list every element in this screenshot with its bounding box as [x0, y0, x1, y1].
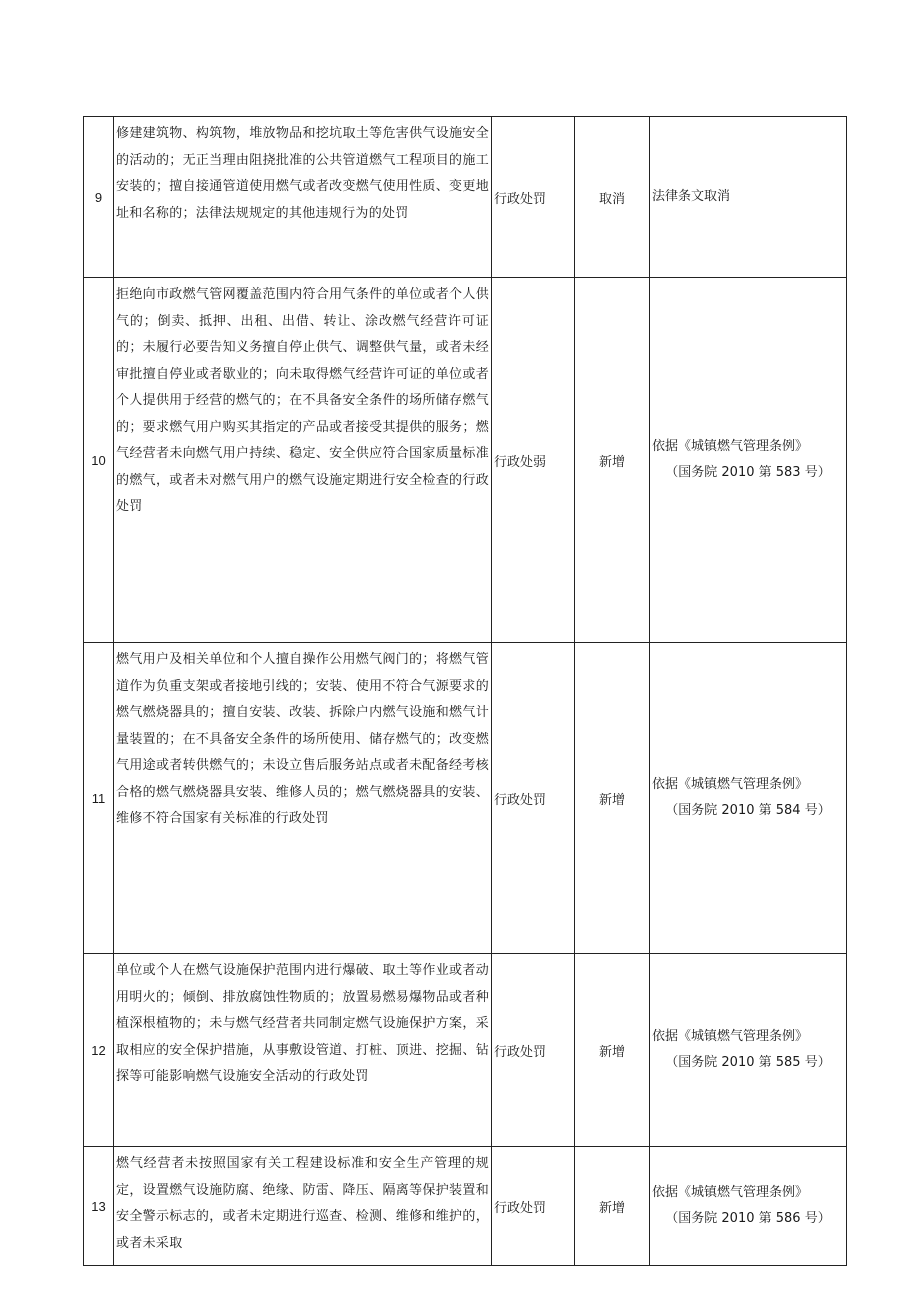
basis-line1: 依据《城镇燃气管理条例》 — [652, 777, 809, 792]
row-description — [114, 954, 492, 1147]
row-description — [114, 278, 492, 643]
basis-line1: 依据《城镇燃气管理条例》 — [652, 439, 809, 454]
basis-line2: （国务院 2010 第 584 号） — [665, 803, 831, 818]
row-description — [114, 643, 492, 954]
basis-line2: （国务院 2010 第 586 号） — [665, 1211, 831, 1226]
table-row — [84, 954, 847, 1147]
description-text: 单位或个人在燃气设施保护范围内进行爆破、取土等作业或者动用明火的；倾倒、排放腐蚀性物质的；放置易燃易爆物品或者种植深根植物的；未与燃气经营者共同制定燃气设施保护方案，采取相应的安全保护措施，从事敷设管道、打桩、顶进、挖掘、钻探等可能影响燃气设施安全活动的行政处罚 — [116, 963, 489, 1084]
row-type: 行政处罚 — [492, 954, 575, 1147]
description-text: 燃气经营者未按照国家有关工程建设标准和安全生产管理的规定，设置燃气设施防腐、绝缘、防雷、降压、隔离等保护装置和安全警示标志的，或者未定期进行巡查、检测、维修和维护的，或者未采取 — [116, 1156, 489, 1251]
row-status: 新增 — [575, 278, 650, 643]
table-row — [84, 278, 847, 643]
description-text: 拒绝向市政燃气管网覆盖范围内符合用气条件的单位或者个人供气的；倒卖、抵押、出租、出借、转让、涂改燃气经营许可证的；未履行必要告知义务擅自停止供气、调整供气量，或者未经审批擅自停业或者歇业的；向未取得燃气经营许可证的单位或者个人提供用于经营的燃气的；在不具备安全条件的场所储存燃气的；要求燃气用户购买其指定的产品或者接受其提供的服务；燃气经营者未向燃气用户持续、稳定、安全供应符合国家质量标准的燃气，或者未对燃气用户的燃气设施定期进行安全检查的行政处罚 — [116, 287, 489, 514]
row-basis — [650, 1147, 847, 1266]
row-number: 12 — [84, 954, 114, 1147]
row-basis — [650, 117, 847, 278]
row-type: 行政处罚 — [492, 643, 575, 954]
row-status: 新增 — [575, 643, 650, 954]
basis-line1: 法律条文取消 — [652, 189, 731, 204]
basis-line2: （国务院 2010 第 585 号） — [665, 1055, 831, 1070]
table-row — [84, 1147, 847, 1266]
basis-line1: 依据《城镇燃气管理条例》 — [652, 1029, 809, 1044]
basis-line2: （国务院 2010 第 583 号） — [665, 465, 831, 480]
row-basis — [650, 954, 847, 1147]
table-row — [84, 643, 847, 954]
row-number: 11 — [84, 643, 114, 954]
row-status: 新增 — [575, 954, 650, 1147]
row-status: 取消 — [575, 117, 650, 278]
row-status: 新增 — [575, 1147, 650, 1266]
description-text: 修建建筑物、构筑物，堆放物品和挖坑取土等危害供气设施安全的活动的；无正当理由阻挠批准的公共管道燃气工程项目的施工安装的；擅自接通管道使用燃气或者改变燃气使用性质、变更地址和名称的；法律法规规定的其他违规行为的处罚 — [116, 126, 489, 221]
row-number: 13 — [84, 1147, 114, 1266]
row-type: 行政处弱 — [492, 278, 575, 643]
row-type: 行政处罚 — [492, 117, 575, 278]
description-text: 燃气用户及相关单位和个人擅自操作公用燃气阀门的；将燃气管道作为负重支架或者接地引线的；安装、使用不符合气源要求的燃气燃烧器具的；擅自安装、改装、拆除户内燃气设施和燃气计量装置的；在不具备安全条件的场所使用、储存燃气的；改变燃气用途或者转供燃气的；未设立售后服务站点或者未配备经考核合格的燃气燃烧器具安装、维修人员的；燃气燃烧器具的安装、维修不符合国家有关标准的行政处罚 — [116, 652, 489, 826]
row-description — [114, 117, 492, 278]
basis-line1: 依据《城镇燃气管理条例》 — [652, 1185, 809, 1200]
row-description — [114, 1147, 492, 1266]
row-basis — [650, 643, 847, 954]
row-number: 10 — [84, 278, 114, 643]
row-number: 9 — [84, 117, 114, 278]
penalty-items-table — [83, 116, 847, 1266]
row-basis — [650, 278, 847, 643]
row-type: 行政处罚 — [492, 1147, 575, 1266]
table-row — [84, 117, 847, 278]
